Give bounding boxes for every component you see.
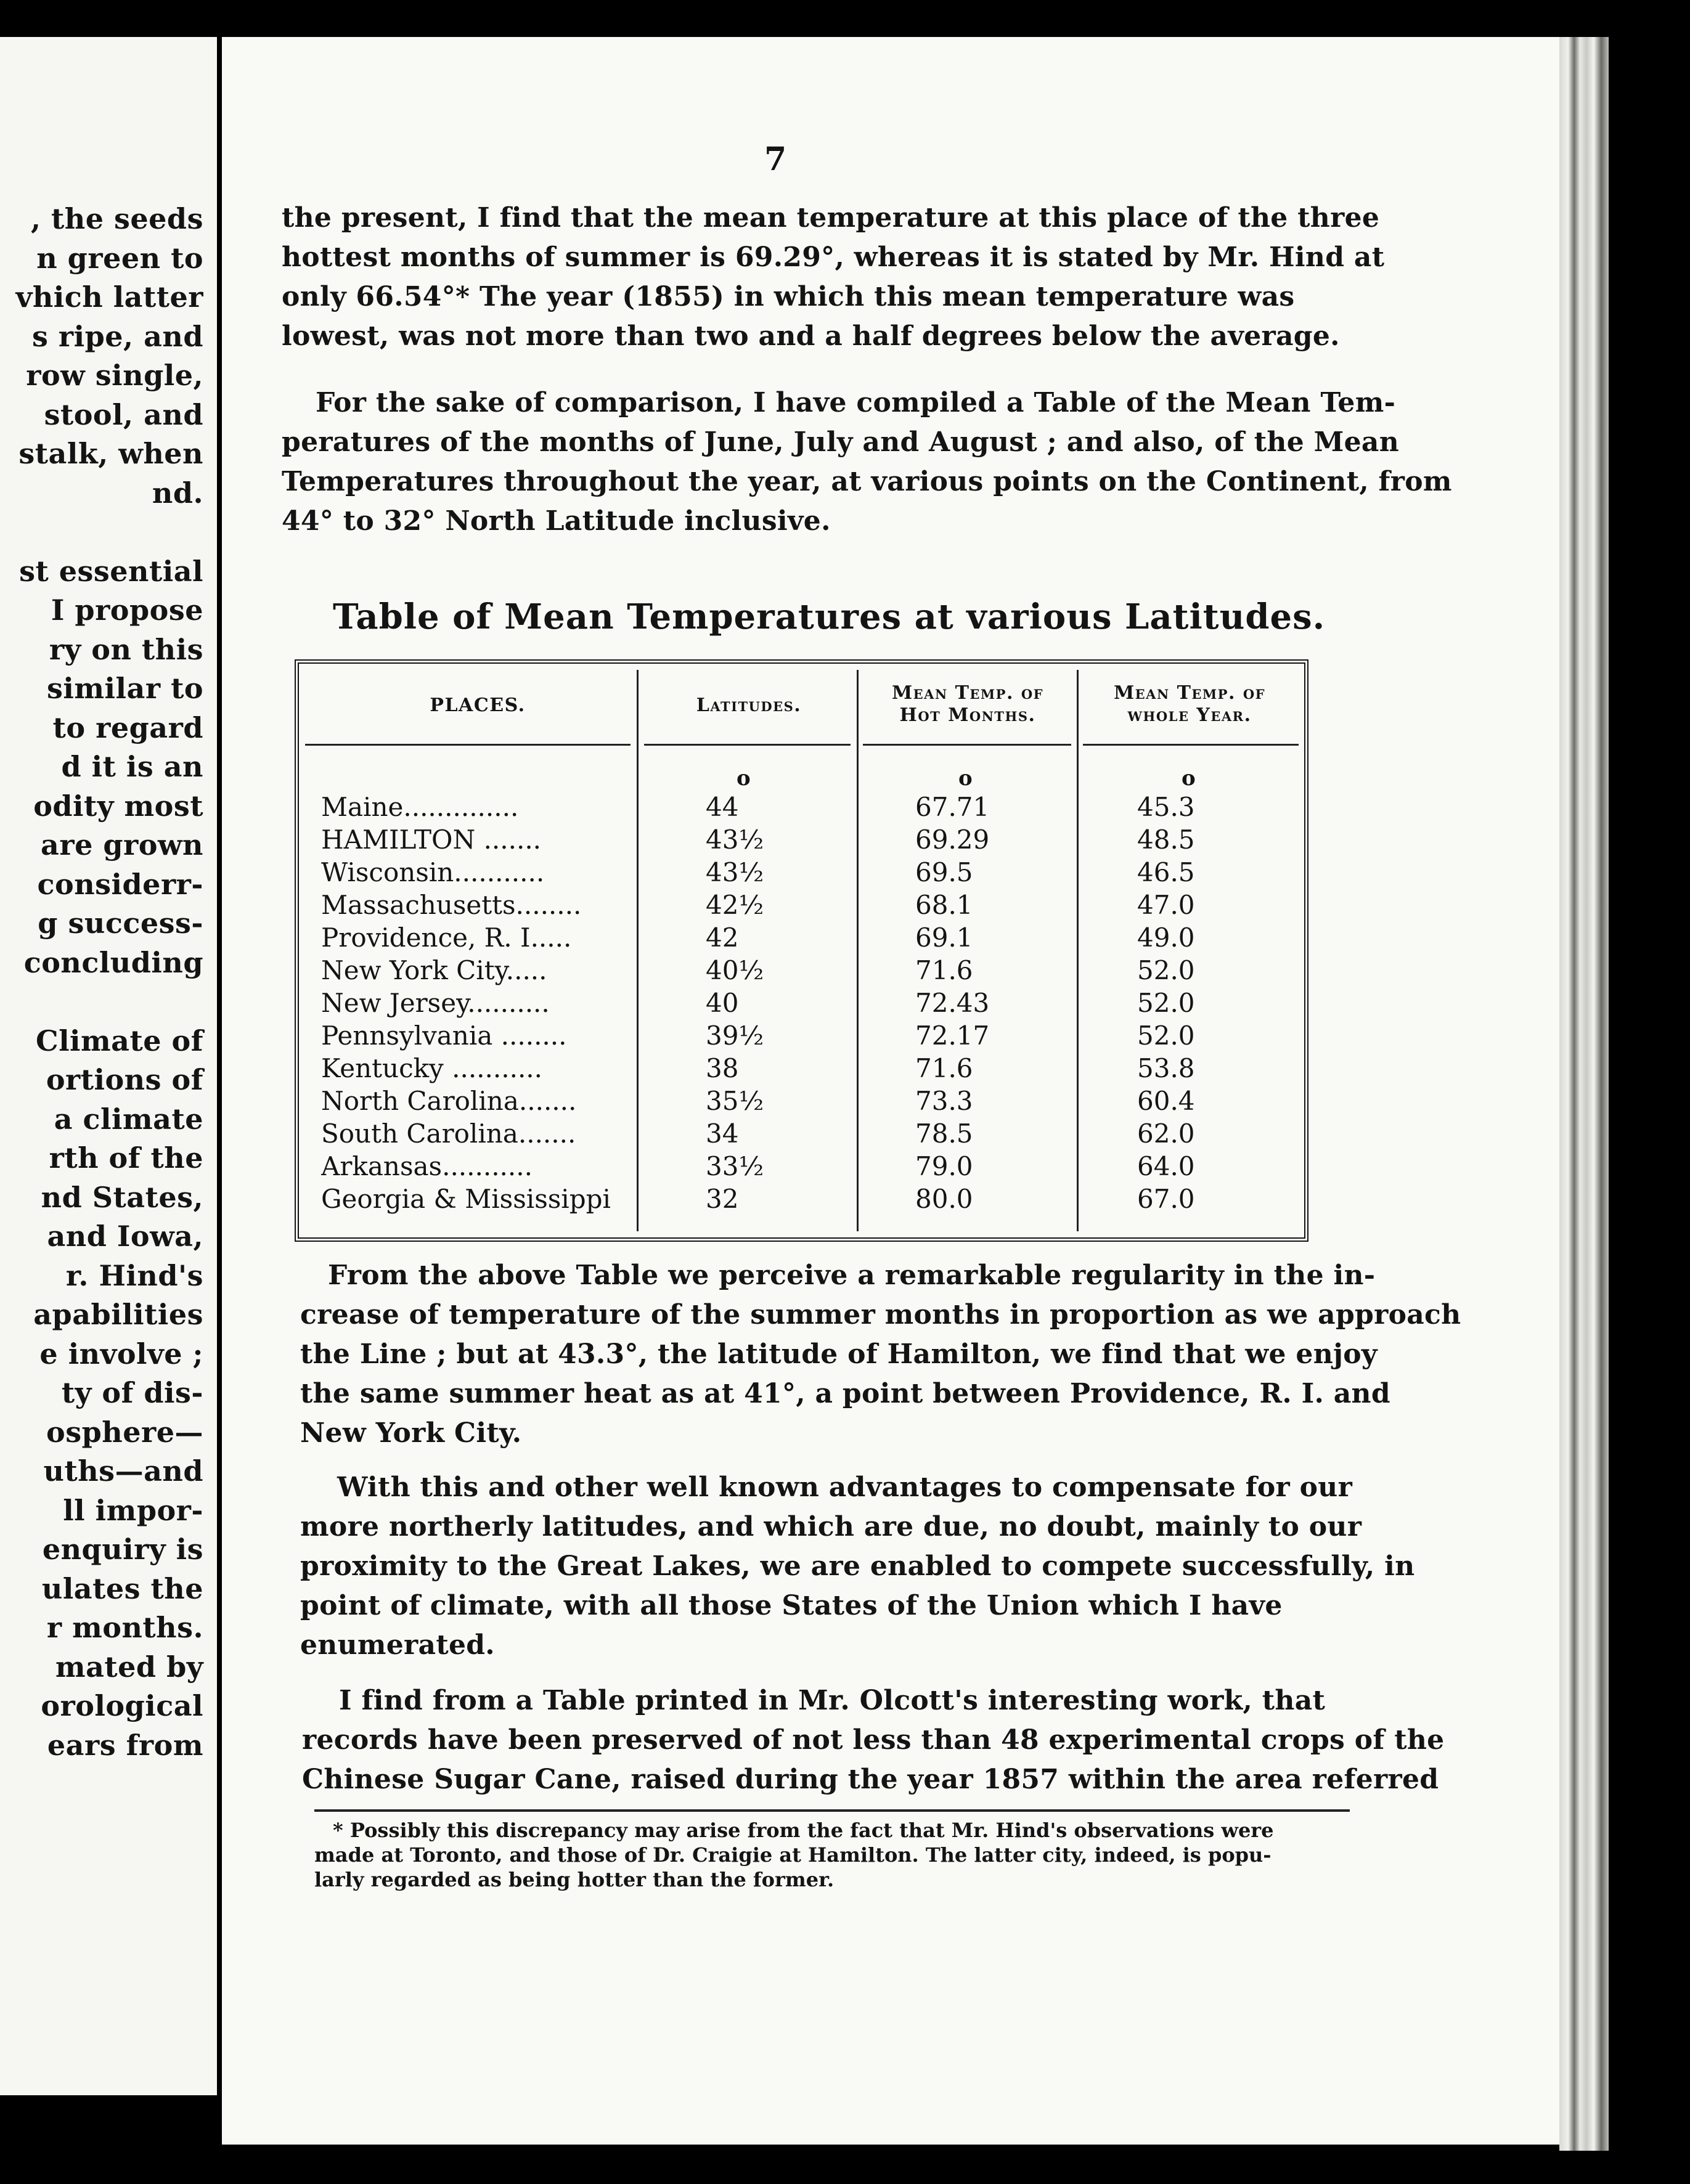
facing-page-line: g success- (38, 907, 203, 940)
table-row (299, 921, 1304, 954)
latitude-cell: 40½ (706, 955, 764, 985)
facing-page-line: orological (41, 1689, 203, 1722)
facing-page-line: uths—and (43, 1454, 203, 1488)
header-places: PLACES. (430, 695, 526, 716)
table-row (299, 987, 1304, 1019)
hot-months-temp-cell: 80.0 (915, 1184, 973, 1214)
olcott-paragraph (302, 1681, 1444, 1799)
facing-page-line: ulates the (41, 1571, 203, 1605)
degree-marker: o (737, 766, 751, 791)
facing-page-line: osphere— (46, 1415, 203, 1449)
table-row (299, 823, 1304, 856)
header-rule (863, 744, 1071, 746)
place-cell: HAMILTON ....... (321, 825, 542, 855)
whole-year-temp-cell: 48.5 (1137, 825, 1195, 855)
facing-page-line: apabilities (33, 1298, 203, 1331)
place-cell: South Carolina....... (321, 1118, 576, 1149)
facing-page-line: e involve ; (39, 1337, 203, 1371)
header-line: Hot Months. (899, 704, 1036, 726)
facing-page-line: concluding (23, 945, 203, 979)
facing-page-line: and Iowa, (47, 1220, 203, 1253)
place-cell: North Carolina....... (321, 1086, 577, 1116)
latitude-cell: 35½ (706, 1086, 764, 1116)
facing-page-line: ry on this (49, 632, 203, 666)
facing-page-line: I propose (51, 593, 203, 627)
hot-months-temp-cell: 67.71 (915, 792, 990, 822)
text-line: From the above Table we perceive a remarkable regularity in the in- (328, 1260, 1376, 1291)
hot-months-temp-cell: 72.17 (915, 1021, 990, 1051)
table-row (299, 1019, 1304, 1052)
text-line: more northerly latitudes, and which are due, no doubt, mainly to our (300, 1511, 1362, 1542)
advantages-paragraph (300, 1468, 1414, 1665)
whole-year-temp-cell: 53.8 (1137, 1053, 1195, 1083)
hot-months-temp-cell: 69.29 (915, 825, 990, 855)
place-cell: Providence, R. I..... (321, 923, 572, 953)
footnote-rule (314, 1809, 1350, 1812)
text-line: Temperatures throughout the year, at various points on the Continent, from (282, 466, 1452, 497)
header-rule (305, 744, 631, 746)
whole-year-temp-cell: 47.0 (1137, 890, 1195, 920)
facing-page-line: ortions of (46, 1063, 203, 1096)
place-cell: Kentucky ........... (321, 1053, 542, 1083)
latitude-cell: 32 (706, 1184, 739, 1214)
text-line: New York City. (300, 1417, 522, 1449)
table-row (299, 791, 1304, 823)
facing-page-line: similar to (47, 672, 203, 705)
hot-months-temp-cell: 78.5 (915, 1118, 973, 1149)
facing-page-line: r months. (46, 1611, 203, 1644)
place-cell: Arkansas........... (321, 1151, 533, 1181)
text-line: point of climate, with all those States of the Union which I have (300, 1590, 1283, 1621)
latitude-cell: 44 (706, 792, 739, 822)
whole-year-temp-cell: 45.3 (1137, 792, 1195, 822)
text-line: enumerated. (300, 1629, 495, 1661)
place-cell: Maine.............. (321, 792, 519, 822)
place-cell: Georgia & Mississippi (321, 1184, 611, 1214)
degree-marker: o (958, 766, 973, 791)
hot-months-temp-cell: 79.0 (915, 1151, 973, 1181)
comparison-paragraph (282, 383, 1452, 541)
facing-page-line: st essential (19, 554, 203, 588)
place-cell: Pennsylvania ........ (321, 1021, 567, 1051)
hot-months-temp-cell: 71.6 (915, 955, 973, 985)
table-row (299, 1183, 1304, 1215)
facing-page-line: ears from (47, 1728, 203, 1762)
hot-months-temp-cell: 71.6 (915, 1053, 973, 1083)
latitude-cell: 42½ (706, 890, 764, 920)
whole-year-temp-cell: 46.5 (1137, 857, 1195, 887)
facing-page (0, 37, 217, 2095)
footnote-line: larly regarded as being hotter than the former. (314, 1868, 835, 1891)
facing-page-line: are grown (41, 828, 203, 862)
text-line: proximity to the Great Lakes, we are enabled to compete successfully, in (300, 1550, 1415, 1582)
book-edge (1559, 37, 1609, 2151)
hot-months-temp-cell: 73.3 (915, 1086, 973, 1116)
footnote-line: * Possibly this discrepancy may arise from the fact that Mr. Hind's observations were (333, 1819, 1274, 1842)
header-hot-months (860, 682, 1076, 727)
whole-year-temp-cell: 60.4 (1137, 1086, 1195, 1116)
whole-year-temp-cell: 52.0 (1137, 988, 1195, 1018)
facing-page-line: ty of dis- (61, 1376, 203, 1409)
text-line: the same summer heat as at 41°, a point between Providence, R. I. and (300, 1378, 1390, 1409)
text-line: Chinese Sugar Cane, raised during the year 1857 within the area referred (302, 1764, 1439, 1795)
page-number: 7 (764, 141, 787, 178)
place-cell: Massachusetts........ (321, 890, 582, 920)
facing-page-line: ll impor- (63, 1493, 203, 1527)
latitude-cell: 38 (706, 1053, 739, 1083)
facing-page-line: , the seeds (31, 202, 203, 235)
text-line: the present, I find that the mean temperature at this place of the three (282, 202, 1380, 234)
facing-page-line: odity most (33, 789, 203, 823)
text-line: 44° to 32° North Latitude inclusive. (282, 505, 831, 537)
table-row (299, 1117, 1304, 1150)
text-line: With this and other well known advantages to compensate for our (337, 1472, 1353, 1503)
header-line: whole Year. (1127, 704, 1252, 726)
facing-page-line: a climate (54, 1102, 203, 1136)
hot-months-temp-cell: 68.1 (915, 890, 973, 920)
facing-page-line: row single, (26, 359, 203, 392)
text-line: lowest, was not more than two and a half degrees below the average. (282, 320, 1340, 352)
document-page (222, 37, 1572, 2145)
whole-year-temp-cell: 64.0 (1137, 1151, 1195, 1181)
hot-months-temp-cell: 72.43 (915, 988, 990, 1018)
facing-page-line: stool, and (44, 397, 203, 431)
latitude-cell: 40 (706, 988, 739, 1018)
text-line: records have been preserved of not less than 48 experimental crops of the (302, 1724, 1445, 1756)
degree-marker: o (1182, 766, 1196, 791)
latitude-cell: 43½ (706, 857, 764, 887)
table-row (299, 954, 1304, 987)
facing-page-line: n green to (36, 241, 203, 275)
text-line: the Line ; but at 43.3°, the latitude of Hamilton, we find that we enjoy (300, 1339, 1378, 1370)
temperature-table (295, 659, 1308, 1242)
facing-page-line: nd. (152, 476, 203, 510)
whole-year-temp-cell: 49.0 (1137, 923, 1195, 953)
facing-page-line: enquiry is (42, 1533, 203, 1566)
facing-page-line: Climate of (35, 1024, 203, 1057)
header-latitudes: Latitudes. (696, 695, 802, 716)
after-table-paragraph (300, 1256, 1461, 1453)
place-cell: Wisconsin........... (321, 857, 545, 887)
header-rule (1083, 744, 1299, 746)
facing-page-line: considerr- (37, 867, 203, 901)
facing-page-line: r. Hind's (65, 1258, 203, 1292)
facing-page-line: d it is an (61, 750, 203, 783)
whole-year-temp-cell: 62.0 (1137, 1118, 1195, 1149)
header-whole-year (1079, 682, 1300, 727)
whole-year-temp-cell: 67.0 (1137, 1184, 1195, 1214)
latitude-cell: 39½ (706, 1021, 764, 1051)
table-title: Table of Mean Temperatures at various Latitudes. (333, 597, 1326, 637)
intro-paragraph (282, 198, 1384, 356)
whole-year-temp-cell: 52.0 (1137, 955, 1195, 985)
facing-page-line: vhich latter (15, 280, 203, 314)
footnote-line: made at Toronto, and those of Dr. Craigie at Hamilton. The latter city, indeed, is popu- (314, 1843, 1272, 1867)
text-line: I find from a Table printed in Mr. Olcott's interesting work, that (339, 1685, 1326, 1716)
hot-months-temp-cell: 69.5 (915, 857, 973, 887)
facing-page-line: nd States, (41, 1180, 203, 1214)
table-row (299, 1085, 1304, 1117)
footnote (314, 1818, 1274, 1892)
text-line: peratures of the months of June, July and August ; and also, of the Mean (282, 426, 1400, 458)
header-line: Mean Temp. of (891, 682, 1044, 704)
facing-page-line: mated by (55, 1650, 203, 1684)
facing-page-line: to regard (52, 711, 203, 744)
latitude-cell: 43½ (706, 825, 764, 855)
table-row (299, 1150, 1304, 1183)
hot-months-temp-cell: 69.1 (915, 923, 973, 953)
facing-page-line: stalk, when (18, 437, 203, 470)
place-cell: New Jersey.......... (321, 988, 550, 1018)
facing-page-line: s ripe, and (32, 319, 203, 353)
whole-year-temp-cell: 52.0 (1137, 1021, 1195, 1051)
table-row (299, 856, 1304, 889)
facing-page-line: rth of the (49, 1141, 203, 1175)
table-row (299, 1052, 1304, 1085)
text-line: hottest months of summer is 69.29°, whereas it is stated by Mr. Hind at (282, 242, 1385, 273)
text-line: only 66.54°* The year (1855) in which this mean temperature was (282, 281, 1295, 312)
text-line: For the sake of comparison, I have compiled a Table of the Mean Tem- (316, 387, 1396, 418)
text-line: crease of temperature of the summer months in proportion as we approach (300, 1299, 1461, 1330)
header-line: Mean Temp. of (1113, 682, 1266, 704)
latitude-cell: 34 (706, 1118, 739, 1149)
header-rule (644, 744, 851, 746)
latitude-cell: 42 (706, 923, 739, 953)
latitude-cell: 33½ (706, 1151, 764, 1181)
table-row (299, 889, 1304, 921)
place-cell: New York City..... (321, 955, 547, 985)
